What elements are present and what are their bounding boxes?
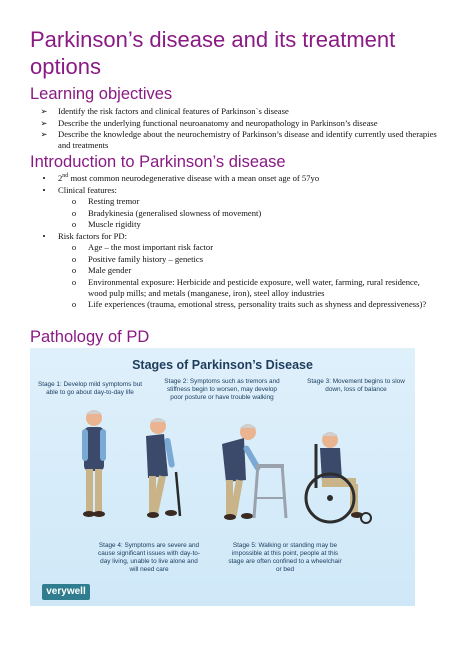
list-item <box>30 231 440 242</box>
list-item <box>30 242 440 253</box>
arrow-bullet-icon: ➢ <box>40 106 48 116</box>
stage-2-caption: Stage 2: Symptoms such as tremors and stiffness begin to worsen, may develop poor posture or have trouble walking <box>164 378 280 401</box>
list-item <box>30 208 440 219</box>
list-item <box>30 129 440 151</box>
stages-infographic <box>30 348 415 606</box>
circle-bullet-icon: o <box>71 219 77 229</box>
list-item <box>30 277 440 299</box>
dot-bullet-icon: • <box>42 230 46 241</box>
learning-objectives-heading: Learning objectives <box>30 85 173 103</box>
list-item-text: Positive family history – genetics <box>88 253 204 264</box>
list-item <box>30 265 440 276</box>
stage-2-figure <box>146 418 180 518</box>
infographic-title: Stages of Parkinson’s Disease <box>132 358 313 372</box>
list-item <box>30 196 440 207</box>
dot-bullet-icon: • <box>42 173 46 183</box>
list-item-text: Identify the risk factors and clinical features of Parkinson`s disease <box>58 106 289 116</box>
circle-bullet-icon: o <box>71 242 77 252</box>
stage-3-figure <box>222 424 286 520</box>
stage-4-caption: Stage 4: Symptoms are severe and cause significant issues with day-to-day living, unable to live alone and will need care <box>98 542 200 573</box>
list-item <box>30 219 440 230</box>
list-item <box>30 106 440 117</box>
onset-rank: 2 <box>58 173 63 183</box>
stage-5-figure <box>306 432 371 523</box>
list-item-text: Male gender <box>88 265 132 275</box>
list-item-text: Describe the underlying functional neuroanatomy and neuropathology in Parkinson’s disease <box>58 117 378 128</box>
page-title: Parkinson’s disease and its treatment options <box>30 27 396 79</box>
list-item <box>30 118 440 129</box>
circle-bullet-icon: o <box>71 299 77 309</box>
dot-bullet-icon: • <box>42 184 46 195</box>
circle-bullet-icon: o <box>71 265 77 275</box>
list-item-text: Environmental exposure: Herbicide and pesticide exposure, well water, farming, rural residence, wood pulp mills; and metals (manganese, iron), steel alloy industries <box>88 276 420 298</box>
list-item-text: most common neurodegenerative disease with a mean onset age of 57yo <box>68 173 320 183</box>
list-item-text: Describe the knowledge about the neurochemistry of Parkinson’s disease and identify currently used therapies and treatments <box>58 129 437 150</box>
learning-objectives-list <box>30 106 440 152</box>
pathology-heading: Pathology of PD <box>30 328 150 346</box>
list-item <box>30 173 440 184</box>
list-item-text: Age – the most important risk factor <box>88 242 214 252</box>
arrow-bullet-icon: ➢ <box>40 117 48 128</box>
circle-bullet-icon: o <box>71 207 77 218</box>
circle-bullet-icon: o <box>71 196 77 206</box>
list-item-text: Bradykinesia (generalised slowness of movement) <box>88 207 262 218</box>
stage-5-caption: Stage 5: Walking or standing may be impossible at this point, people at this stage are often confined to a wheelchair or bed <box>228 542 342 573</box>
stage-1-caption: Stage 1: Develop mild symptoms but able to go about day-to-day life <box>37 381 143 396</box>
circle-bullet-icon: o <box>71 253 77 264</box>
list-item <box>30 254 440 265</box>
introduction-heading: Introduction to Parkinson’s disease <box>30 153 286 171</box>
stage-1-figure <box>82 410 106 517</box>
verywell-logo: verywell <box>42 584 90 600</box>
list-item-text: Muscle rigidity <box>88 219 141 229</box>
clinical-features-label: Clinical features: <box>58 184 117 195</box>
circle-bullet-icon: o <box>71 276 77 287</box>
list-item-text: Life experiences (trauma, emotional stress, personality traits such as shyness and depressiveness)? <box>88 299 427 309</box>
list-item <box>30 185 440 196</box>
stage-3-caption: Stage 3: Movement begins to slow down, loss of balance <box>307 378 405 393</box>
risk-factors-label: Risk factors for PD: <box>58 230 127 241</box>
list-item <box>30 299 440 310</box>
onset-rank-suffix: nd <box>62 173 69 180</box>
arrow-bullet-icon: ➢ <box>40 129 48 139</box>
introduction-list <box>30 173 440 311</box>
list-item-text: Resting tremor <box>88 196 140 206</box>
